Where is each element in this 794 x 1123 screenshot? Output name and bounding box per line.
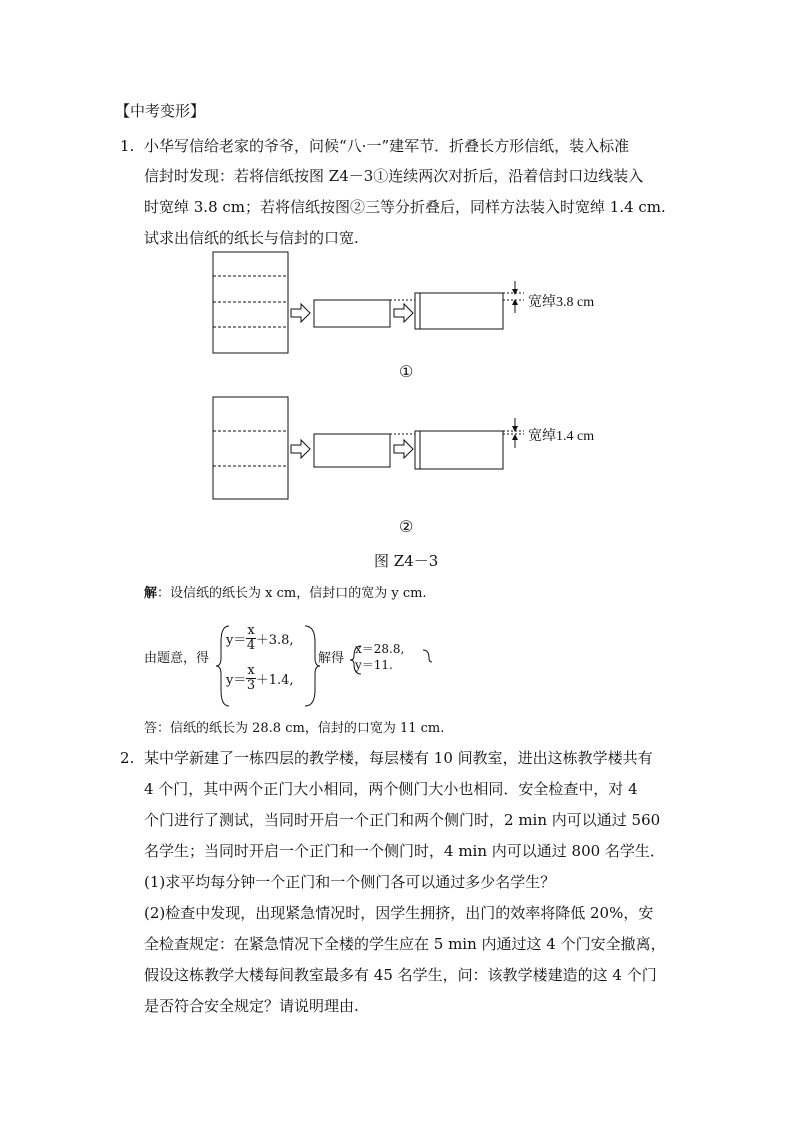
q1-number: 1. (120, 137, 135, 155)
arrow-icon (394, 440, 413, 458)
folded-letter-2 (314, 434, 390, 467)
solution-label: 解 (144, 586, 158, 601)
figure-caption: 图 Z4－3 (374, 552, 439, 570)
eq1-lhs: y＝ (226, 633, 247, 648)
q1-line-4: 试求出信纸的纸长与信封的口宽. (144, 229, 359, 247)
solution-x: x＝28.8, (355, 642, 405, 656)
equation-1 (226, 624, 294, 653)
figure-sub-label-1: ① (399, 362, 414, 381)
envelope-1 (415, 293, 503, 329)
q2-part-2-line-3: 假设这栋教学大楼每间教室最多有 45 名学生，问：该教学楼建造的这 4 个门 (144, 966, 657, 984)
q2-part-2-line-1: (2)检查中发现，出现紧急情况时，因学生拥挤，出门的效率将降低 20%，安 (144, 904, 654, 922)
setup-prefix: 由题意，得 (144, 651, 210, 666)
q2-part-1: (1)求平均每分钟一个正门和一个侧门各可以通过多少名学生？ (144, 873, 556, 891)
q1-line-3: 时宽绰 3.8 cm；若将信纸按图②三等分折叠后，同样方法装入时宽绰 1.4 cm. (144, 198, 666, 216)
q2-line-3: 个门进行了测试，当同时开启一个正门和两个侧门时，2 min 内可以通过 560 (144, 811, 661, 829)
folded-letter-1 (314, 300, 390, 327)
q2-part-2-line-2: 全检查规定：在紧急情况下全楼的学生应在 5 min 内通过这 4 个门安全撤离， (144, 935, 666, 953)
eq2-rhs: ＋1.4, (255, 673, 294, 688)
letter-sheet-2 (213, 397, 288, 499)
figure-row-2 (213, 397, 524, 499)
q2-line-4: 名学生；当同时开启一个正门和一个侧门时，4 min 内可以通过 800 名学生． (144, 842, 665, 860)
q1-line-2: 信封时发现：若将信纸按图 Z4－3①连续两次对折后，沿着信封口边线装入 (144, 167, 644, 185)
equation-2 (226, 664, 294, 693)
solution-y: y＝11. (355, 658, 393, 672)
eq1-fraction (246, 624, 255, 653)
q1-line-1: 小华写信给老家的爷爷，问候“八·一”建军节．折叠长方形信纸，装入标准 (144, 137, 630, 155)
eq2-denominator: 3 (246, 678, 256, 693)
envelope-2 (415, 431, 503, 469)
section-title: 【中考变形】 (115, 102, 206, 120)
q2-line-2: 4 个门，其中两个正门大小相同，两个侧门大小也相同．安全检查中，对 4 (144, 780, 638, 798)
q2-number: 2. (120, 749, 135, 767)
answer-text: 答：信纸的纸长为 28.8 cm，信封的口宽为 11 cm. (144, 721, 445, 736)
figure-sub-label-2: ② (399, 517, 414, 536)
solution-intro (144, 582, 427, 601)
eq2-fraction (246, 664, 255, 693)
gap-label-1: 宽绰3.8 cm (528, 295, 595, 310)
solution-intro-text: ：设信纸的纸长为 x cm，信封口的宽为 y cm. (157, 586, 427, 601)
eq1-denominator: 4 (246, 638, 256, 653)
solve-text: 解得 (318, 651, 345, 666)
gap-label-2: 宽绰1.4 cm (528, 429, 595, 444)
arrow-icon (291, 304, 310, 322)
arrow-icon (394, 304, 413, 322)
figure-row-1 (213, 252, 524, 353)
eq1-rhs: ＋3.8, (255, 633, 294, 648)
q2-part-2-line-4: 是否符合安全规定？请说明理由. (144, 997, 359, 1015)
arrow-icon (291, 440, 310, 458)
eq1-numerator: x (247, 623, 255, 638)
q2-line-1: 某中学新建了一栋四层的教学楼，每层楼有 10 间教室，进出这栋教学楼共有 (144, 749, 653, 767)
eq2-numerator: x (247, 663, 255, 678)
eq2-lhs: y＝ (226, 673, 247, 688)
